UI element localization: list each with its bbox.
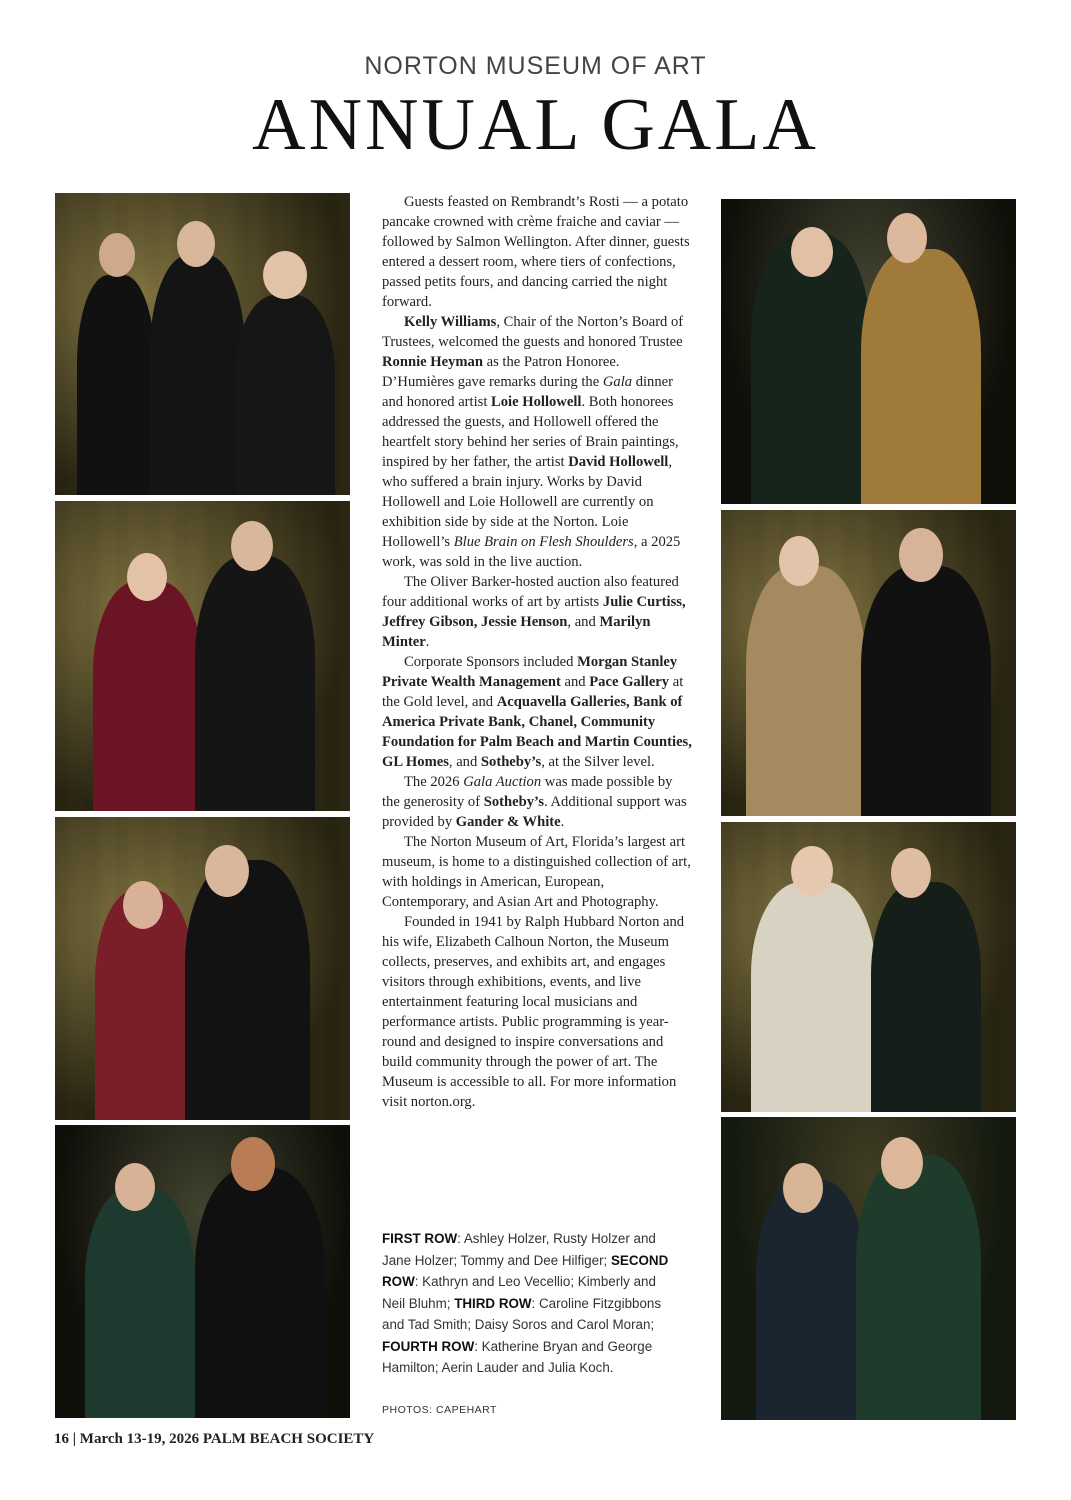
- text-run: was made possible by the generosity of: [382, 774, 673, 810]
- photo-lauder-koch: [721, 1117, 1016, 1420]
- photo-caption: [382, 1228, 682, 1379]
- text-run: , who suffered a brain injury. Works by David Hollowell and Loie Hollowell are currently on exhibition side by side at the Norton. Loie Hollowell’s: [382, 454, 673, 550]
- bold-text: SECOND ROW: [382, 1252, 669, 1289]
- page-footer: 16 | March 13-19, 2026 PALM BEACH SOCIETY: [54, 1431, 375, 1447]
- bold-text: Kelly Williams: [404, 314, 497, 330]
- text-run: , Chair of the Norton’s Board of Trustees, welcomed the guests and honored Trustee: [382, 314, 684, 350]
- bold-text: Julie Curtiss, Jeffrey Gibson, Jessie Henson: [382, 594, 686, 630]
- bold-text: Pace Gallery: [589, 674, 670, 690]
- bold-text: FOURTH ROW: [382, 1338, 475, 1354]
- photo-bluhm: [721, 510, 1016, 816]
- italic-text: Blue Brain on Flesh Shoulders: [453, 534, 634, 550]
- bold-text: David Hollowell: [568, 454, 669, 470]
- photo-bryan-hamilton: [55, 1125, 350, 1418]
- text-run: .: [425, 634, 430, 650]
- article-paragraph: [382, 912, 692, 1112]
- text-run: The 2026: [404, 774, 464, 790]
- photo-vecellio: [55, 501, 350, 811]
- text-run: : Kathryn and Leo Vecellio; Kimberly and Neil Bluhm;: [382, 1274, 656, 1311]
- bold-text: Ronnie Heyman: [382, 354, 483, 370]
- text-run: at the Gold level, and: [382, 674, 684, 710]
- text-run: Corporate Sponsors included: [404, 654, 578, 670]
- text-run: . Both honorees addressed the guests, and Hollowell offered the heartfelt story behind her series of Brain paintings, inspired by her father, the artist: [382, 394, 679, 470]
- text-run: , and: [448, 754, 481, 770]
- text-run: The Oliver Barker-hosted auction also featured four additional works of art by artists: [382, 574, 679, 610]
- text-run: and: [560, 674, 590, 690]
- page-title: ANNUAL GALA: [252, 84, 819, 166]
- photo-holzer-family: [55, 193, 350, 495]
- article-paragraph: [382, 312, 692, 572]
- bold-text: Morgan Stanley Private Wealth Management: [382, 654, 678, 690]
- italic-text: Gala Auction: [463, 774, 542, 790]
- text-run: : Katherine Bryan and George Hamilton; Aerin Lauder and Julia Koch.: [382, 1338, 653, 1375]
- text-run: Founded in 1941 by Ralph Hubbard Norton and his wife, Elizabeth Calhoun Norton, the Museum collects, preserves, and exhibits art, and engages visitors through exhibitions, events, and live entertainment featuring local musicians and performance artists. Public programming is year-round and designed to inspire conversations and build community through the power of art. The Museum is accessible to all. For more information visit norton.org.: [382, 914, 685, 1110]
- italic-text: Gala: [602, 374, 633, 390]
- text-run: , a 2025 work, was sold in the live auction.: [382, 534, 681, 570]
- bold-text: Sotheby’s: [480, 754, 542, 770]
- article-paragraph: [382, 652, 692, 772]
- article-paragraph: [382, 572, 692, 652]
- photo-credit: PHOTOS: CAPEHART: [382, 1404, 497, 1416]
- bold-text: THIRD ROW: [454, 1295, 532, 1311]
- photo-soros-moran: [721, 822, 1016, 1112]
- section-kicker: NORTON MUSEUM OF ART: [364, 52, 707, 80]
- text-run: .: [560, 814, 565, 830]
- photo-hilfiger: [721, 199, 1016, 504]
- bold-text: Marilyn Minter: [382, 614, 651, 650]
- photo-fitzgibbons-smith: [55, 817, 350, 1120]
- text-run: dinner and honored artist: [382, 374, 673, 410]
- article-paragraph: [382, 772, 692, 832]
- text-run: Guests feasted on Rembrandt’s Rosti — a potato pancake crowned with crème fraiche and caviar — followed by Salmon Wellington. After dinner, guests entered a dessert room, where tiers of confections, passed petits fours, and dancing carried the night forward.: [382, 194, 690, 310]
- text-run: The Norton Museum of Art, Florida’s largest art museum, is home to a distinguished collection of art, with holdings in American, European, Contemporary, and Asian Art and Photography.: [382, 834, 691, 910]
- text-run: : Caroline Fitzgibbons and Tad Smith; Daisy Soros and Carol Moran;: [382, 1295, 662, 1332]
- text-run: . Additional support was provided by: [382, 794, 687, 830]
- text-run: : Ashley Holzer, Rusty Holzer and Jane Holzer; Tommy and Dee Hilfiger;: [382, 1231, 656, 1268]
- text-run: , and: [567, 614, 600, 630]
- text-run: as the Patron Honoree. D’Humières gave remarks during the: [382, 354, 620, 390]
- article-body: [382, 192, 692, 1112]
- bold-text: Sotheby’s: [483, 794, 545, 810]
- bold-text: Loie Hollowell: [491, 394, 582, 410]
- bold-text: Gander & White: [455, 814, 561, 830]
- article-paragraph: [382, 192, 692, 312]
- bold-text: FIRST ROW: [382, 1231, 458, 1246]
- bold-text: Acquavella Galleries, Bank of America Private Bank, Chanel, Community Foundation for Palm Beach and Martin Counties, GL Homes: [382, 694, 692, 770]
- text-run: , at the Silver level.: [541, 754, 655, 770]
- article-paragraph: [382, 832, 692, 912]
